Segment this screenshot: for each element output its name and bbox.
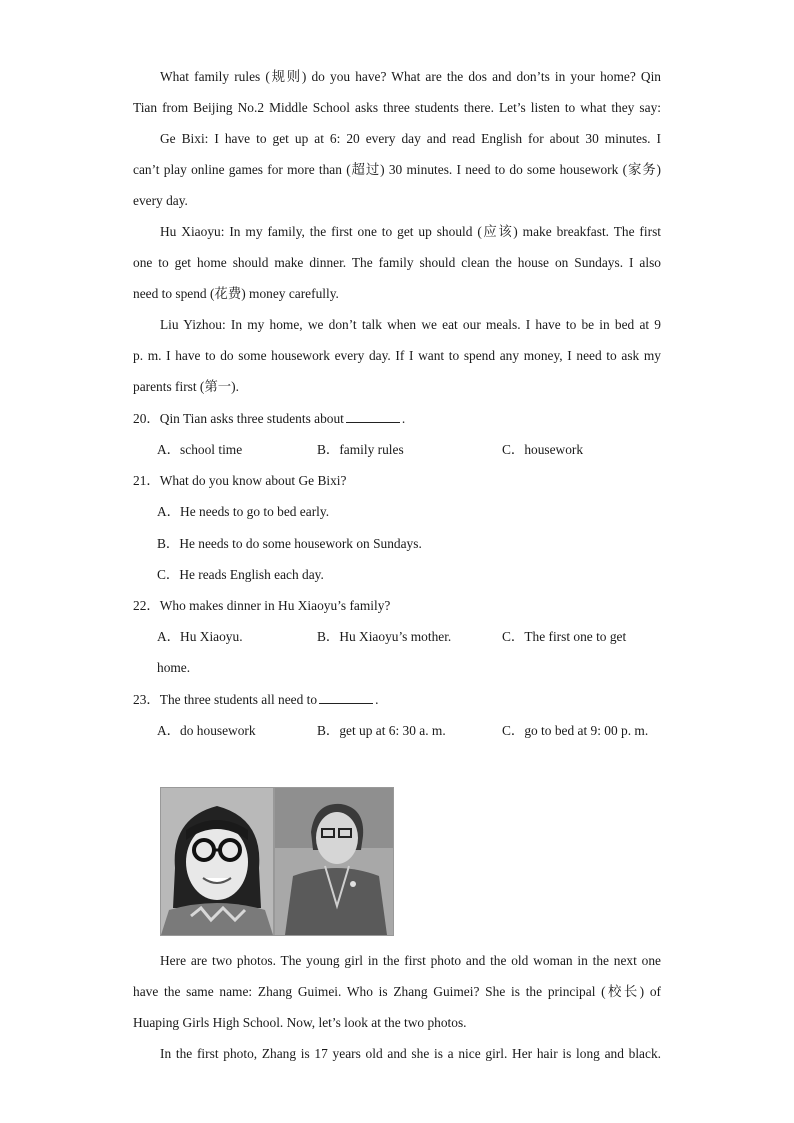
- passage1-line-5: every day.: [133, 193, 188, 208]
- passage2-line-3: Huaping Girls High School. Now, let’s look at the two photos.: [133, 1015, 467, 1030]
- passage1-line-9: Liu Yizhou: In my home, we don’t talk when we eat our meals. I have to be in bed at 9: [160, 317, 661, 332]
- passage1-line-3: Ge Bixi: I have to get up at 6: 20 every day and read English for about 30 minutes. I: [160, 131, 661, 146]
- question-23-stem-end: .: [375, 692, 379, 707]
- question-20-option-a: A．school time: [157, 442, 243, 457]
- passage1-line-10: p. m. I have to do some housework every day. If I want to spend any money, I need to ask my: [133, 348, 661, 363]
- question-20-option-b: B．family rules: [317, 442, 404, 457]
- question-23-stem: [133, 691, 661, 709]
- passage1-line-1: What family rules (规则) do you have? What are the dos and don’ts in your home? Qin: [160, 69, 661, 84]
- question-20-stem-text: 20．Qin Tian asks three students about: [133, 411, 344, 426]
- passage1-line-2: Tian from Beijing No.2 Middle School asks three students there. Let’s listen to what they say:: [133, 100, 661, 115]
- photo-young-girl: [160, 787, 274, 936]
- passage2-line-4: In the first photo, Zhang is 17 years old and she is a nice girl. Her hair is long and black.: [160, 1046, 661, 1061]
- question-21-option-a: A．He needs to go to bed early.: [157, 504, 330, 519]
- question-22-option-c: C．The first one to get: [502, 629, 627, 644]
- photo-old-woman: [274, 787, 394, 936]
- question-20-stem-end: .: [401, 411, 406, 426]
- question-23-option-c: C．go to bed at 9: 00 p. m.: [502, 723, 649, 738]
- passage1-line-6: Hu Xiaoyu: In my family, the first one to get up should (应该) make breakfast. The first: [160, 224, 661, 239]
- question-22-option-a: A．Hu Xiaoyu.: [157, 629, 243, 644]
- answer-blank: [319, 691, 373, 704]
- question-22-option-b: B．Hu Xiaoyu’s mother.: [317, 629, 452, 644]
- question-20-option-c: C．housework: [502, 442, 584, 457]
- question-22-stem: 22．Who makes dinner in Hu Xiaoyu’s family?: [133, 598, 391, 613]
- question-21-option-c: C．He reads English each day.: [157, 567, 324, 582]
- passage2-line-2: have the same name: Zhang Guimei. Who is Zhang Guimei? She is the principal (校长) of: [133, 984, 661, 999]
- question-20-stem: [133, 410, 661, 428]
- passage1-line-11: parents first (第一).: [133, 379, 239, 394]
- question-23-option-a: A．do housework: [157, 723, 256, 738]
- passage1-line-7: one to get home should make dinner. The family should clean the house on Sundays. I also: [133, 255, 661, 270]
- passage1-line-8: need to spend (花费) money carefully.: [133, 286, 339, 301]
- question-21-option-b: B．He needs to do some housework on Sundays.: [157, 536, 422, 551]
- question-23-stem-text: 23．The three students all need to: [133, 692, 318, 707]
- passage1-line-4: can’t play online games for more than (超过) 30 minutes. I need to do some housework (家务): [133, 162, 661, 177]
- question-22-option-c-continued: home.: [157, 660, 191, 675]
- answer-blank: [346, 410, 400, 423]
- passage2-line-1: Here are two photos. The young girl in the first photo and the old woman in the next one: [160, 953, 661, 968]
- question-21-stem: 21．What do you know about Ge Bixi?: [133, 473, 347, 488]
- question-23-option-b: B．get up at 6: 30 a. m.: [317, 723, 446, 738]
